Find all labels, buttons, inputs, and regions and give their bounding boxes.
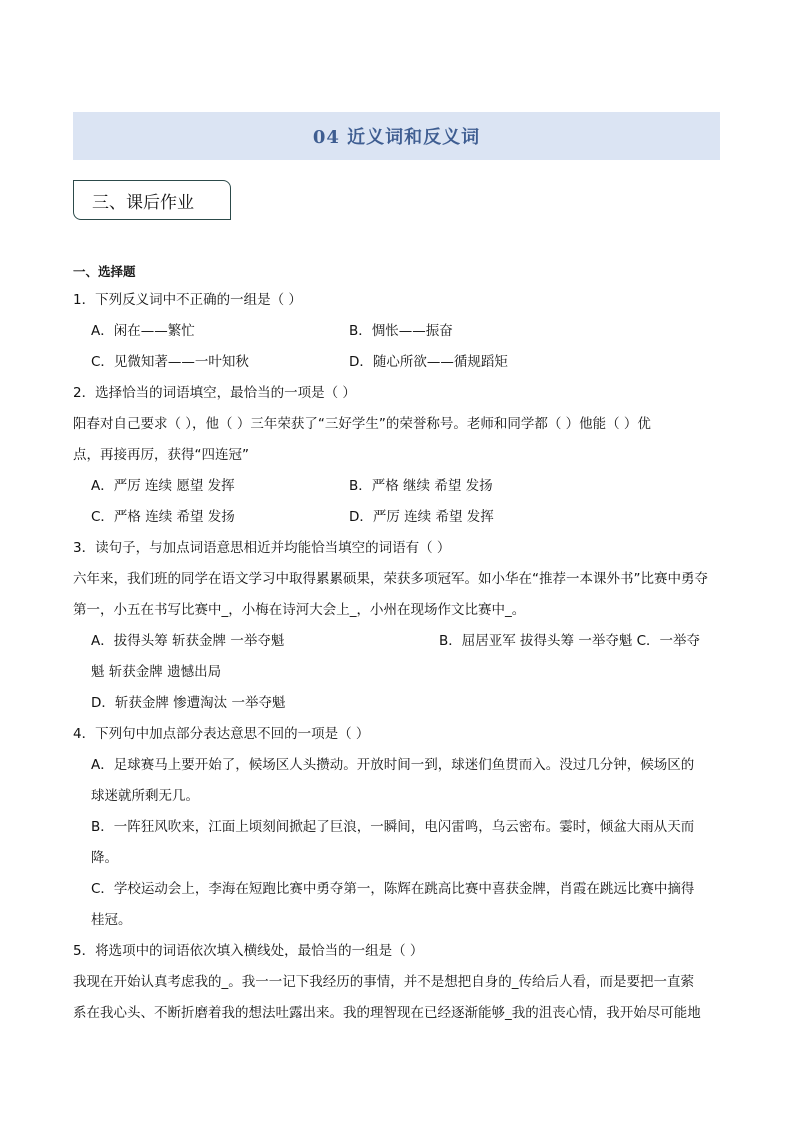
- q1-option-a: A．闲在——繁忙: [91, 323, 195, 339]
- q3-option-d: D．斩获金牌 惨遭淘汰 一举夺魁: [91, 695, 286, 711]
- q2-option-a: A．严厉 连续 愿望 发挥: [91, 478, 235, 494]
- q2-option-c: C．严格 连续 希望 发扬: [91, 509, 235, 525]
- q1-option-d: D．随心所欲——循规蹈矩: [349, 354, 508, 370]
- q2-options-row1: [73, 471, 723, 502]
- q1-options-row1: [73, 316, 723, 347]
- q2-stem: 2．选择恰当的词语填空，最恰当的一项是（ ）: [73, 385, 356, 401]
- q3-text-line2: 第一，小五在书写比赛中_，小梅在诗河大会上_，小州在现场作文比赛中_。: [73, 602, 526, 618]
- q4-stem: 4．下列句中加点部分表达意思不回的一项是（ ）: [73, 726, 370, 742]
- q3-option-b-c: B．屈居亚军 拔得头筹 一举夺魁 C．一举夺: [439, 633, 701, 649]
- title-banner: [73, 112, 720, 160]
- q4-option-c-line2: 桂冠。: [91, 912, 132, 928]
- q3-text-line1: 六年来，我们班的同学在语文学习中取得累累硕果，荣获多项冠军。如小华在“推荐一本课外书”比赛中勇夺: [73, 571, 708, 587]
- question-content: [73, 259, 723, 1029]
- section-heading: 一、选择题: [73, 264, 136, 279]
- q2-text-line2: 点，再接再厉，获得“四连冠”: [73, 447, 249, 463]
- q5-text-line1: 我现在开始认真考虑我的_。我一一记下我经历的事情，并不是想把自身的_传给后人看，而是要把一直萦: [73, 974, 694, 990]
- q4-option-c-line1: C．学校运动会上，李海在短跑比赛中勇夺第一，陈辉在跳高比赛中喜获金牌，肖霞在跳远比赛中摘得: [91, 881, 695, 897]
- q1-option-b: B．惆怅——振奋: [349, 323, 453, 339]
- q2-options-row2: [73, 502, 723, 533]
- q4-option-b-line1: B．一阵狂风吹来，江面上顷刻间掀起了巨浪，一瞬间，电闪雷鸣，乌云密布。霎时，倾盆大雨从天而: [91, 819, 695, 835]
- q5-stem: 5．将选项中的词语依次填入横线处，最恰当的一组是（ ）: [73, 943, 424, 959]
- q4-option-a-line2: 球迷就所剩无几。: [91, 788, 199, 804]
- q5-text-line2: 系在我心头、不断折磨着我的想法吐露出来。我的理智现在已经逐渐能够_我的沮丧心情，我开始尽可能地: [73, 1005, 701, 1021]
- q2-text-line1: 阳春对自己要求（ ），他（ ）三年荣获了“三好学生”的荣誉称号。老师和同学都（ ）他能（ ）优: [73, 416, 651, 432]
- q2-option-d: D．严厉 连续 希望 发挥: [349, 509, 494, 525]
- q4-option-b-line2: 降。: [91, 850, 118, 866]
- q3-stem: 3．读句子，与加点词语意思相近并均能恰当填空的词语有（ ）: [73, 540, 451, 556]
- q1-options-row2: [73, 347, 723, 378]
- q1-option-c: C．见微知著——一叶知秋: [91, 354, 249, 370]
- page-title: 04 近义词和反义词: [312, 127, 481, 148]
- q3-option-c-continued: 魁 斩获金牌 遗憾出局: [91, 664, 222, 680]
- q1-stem: 1．下列反义词中不正确的一组是（ ）: [73, 292, 302, 308]
- section-label: 三、课后作业: [92, 192, 194, 213]
- q4-option-a-line1: A．足球赛马上要开始了，候场区人头攒动。开放时间一到，球迷们鱼贯而入。没过几分钟，候场区的: [91, 757, 695, 773]
- q3-option-a: A．拔得头筹 斩获金牌 一举夺魁: [91, 633, 285, 649]
- section-label-box: [73, 180, 231, 220]
- q2-option-b: B．严格 继续 希望 发扬: [349, 478, 493, 494]
- q3-options-row1: [73, 626, 723, 657]
